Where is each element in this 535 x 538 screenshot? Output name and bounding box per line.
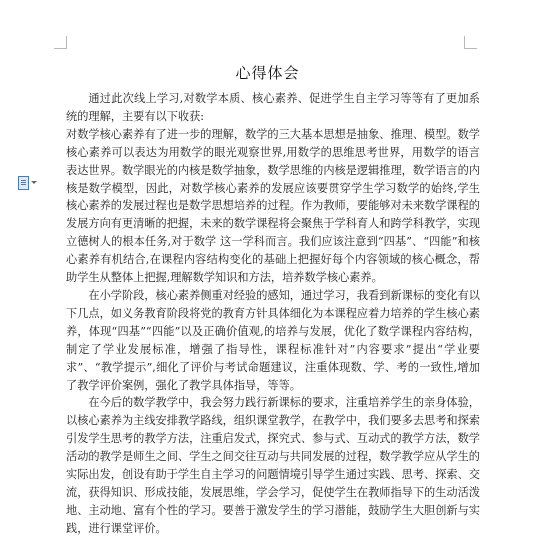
paragraph-future-teaching: 在今后的数学教学中，我会努力践行新课标的要求，注重培养学生的亲身体验，以核心素养为主线安排教学路线，组织课堂教学，在教学中，我们要多去思考和探索引发学生思考的教学方法，注重启发式，探究式、参与式、互动式的教学方法，数学活动的教学是师生之间、学生之间交往互动与共同发展的过程，数学教学应从学生的实际出发，创设有助于学生自主学习的问题情境引导学生通过实践、思考、探索、交流，获得知识、形成技能，发展思维，学会学习，促使学生在教师指导下的生动活泼地、主动地、富有个性的学习。要善于激发学生的学习潜能，鼓励学生大胆创新与实践，进行课堂评价。 bbox=[66, 396, 480, 535]
paragraph-core-literacy: 对数学核心素养有了进一步的理解，数学的三大基本思想是抽象、推理、模型。数学核心素养可以表达为用数学的眼光观察世界,用数学的思维思考世界，用数学的语言表达世界。数学眼光的内核是数学抽象，数学思维的内核是逻辑推理，数学语言的内核是数学模型，因此，对数学核心素养的发展应该要贯穿学生学习数学的始终,学生核心素养的发展过程也是数学思想培养的过程。作为教师，要能够对未来数学课程的发展方向有更清晰的把握，未来的数学课程将会聚焦于学科育人和跨学科教学，实现立德树人的根本任务,对于数学 这一学科而言。我们应该注意到“四基”、“四能”和核心素养有机结合,在课程内容结构变化的基础上把握好每个内容领域的核心概念，帮助学生从整体上把握,理解数学知识和方法，培养数学核心素养。 bbox=[66, 127, 480, 285]
page-corner-mark-top-right bbox=[464, 36, 477, 49]
document-icon[interactable] bbox=[18, 176, 38, 190]
document-body bbox=[66, 90, 480, 538]
document-sheet-icon bbox=[18, 176, 29, 190]
paragraph-intro: 通过此次线上学习,对数学本质、核心素养、促进学生自主学习等等有了更加系统的理解，主要有以下收获: bbox=[66, 92, 480, 123]
paragraph-new-curriculum: 在小学阶段，核心素养侧重对经验的感知，通过学习，我看到新课标的变化有以下几点，如义务教育阶段将党的教育方针具体细化为本课程应着力培养的学生核心素养，体现“四基”“四能”以及正确价值观,的培养与发展，优化了数学课程内容结构，制定了学业发展标准，增强了指导性，课程标准针对”内容要求”提出“学业要求”、“教学提示”,细化了评价与考试命题建议，注重体现数、学、考的一致性,增加了教学评价案例，强化了教学具体指导，等等。 bbox=[66, 288, 480, 392]
page-corner-mark-top-left bbox=[54, 36, 67, 49]
dropdown-arrow-icon bbox=[31, 181, 37, 184]
document-title: 心得体会 bbox=[235, 64, 300, 82]
